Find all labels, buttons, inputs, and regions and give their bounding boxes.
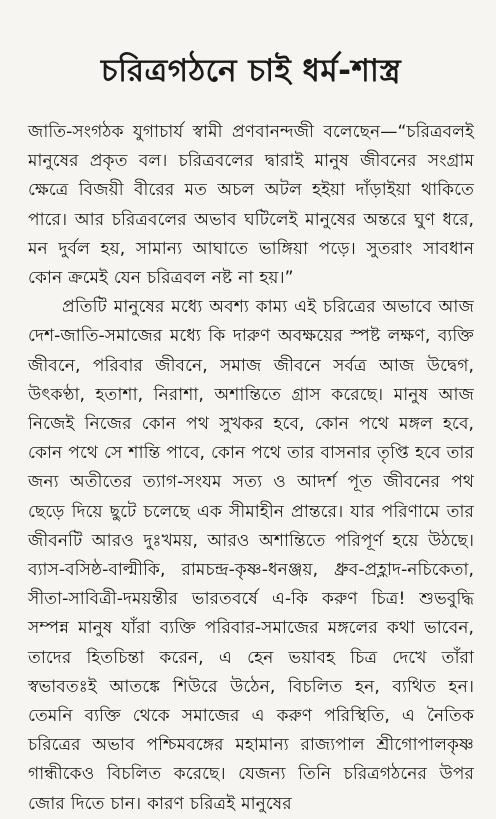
paragraph-quote: জাতি-সংগঠক যুগাচার্য স্বামী প্রণবানন্দজী বলেছেন—“চরিত্রবলই মানুষের প্রকৃত বল। চরিত্রবলের দ্বারাই মানুষ জীবনের সংগ্রাম ক্ষেত্রে বিজয়ী বীরের মত অচল অটল হইয়া দাঁড়াইয়া থাকিতে পারে। আর চরিত্রবলের অভাব ঘটিলেই মানুষের অন্তরে ঘুণ ধরে, মন দুর্বল হয়, সামান্য আঘাতে ভাঙ্গিয়া পড়ে। সুতরাং সাবধান কোন ক্রমেই যেন চরিত্রবল নষ্ট না হয়।” — [28, 122, 474, 289]
paragraph-body: প্রতিটি মানুষের মধ্যে অবশ্য কাম্য এই চরিত্রের অভাবে আজ দেশ-জাতি-সমাজের মধ্যে কি দারুণ অবক্ষয়ের স্পষ্ট লক্ষণ, ব্যক্তি জীবনে, পরিবার জীবনে, সমাজ জীবনে সর্বত্র আজ উদ্বেগ, উৎকণ্ঠা, হতাশা, নিরাশা, অশান্তিতে গ্রাস করেছে। মানুষ আজ নিজেই নিজের কোন পথ সুখকর হবে, কোন পথে মঙ্গল হবে, কোন পথে সে শান্তি পাবে, কোন পথে তার বাসনার তৃপ্তি হবে তার জন্য অতীতের ত্যাগ-সংযম সত্য ও আদর্শ পূত জীবনের পথ ছেড়ে দিয়ে ছুটে চলেছে এক সীমাহীন প্রান্তরে। যার পরিণামে তার জীবনটি আরও দুঃখময়, আরও অশান্তিতে পরিপূর্ণ হয়ে উঠছে। ব্যাস-বসিষ্ঠ-বাল্মীকি, রামচন্দ্র-কৃষ্ণ-ধনঞ্জয়, ধ্রুব-প্রহ্লাদ-নচিকেতা, সীতা-সাবিত্রী-দময়ন্তীর ভারতবর্ষে এ-কি করুণ চিত্র! শুভবুদ্ধি সম্পন্ন মানুষ যাঁরা ব্যক্তি পরিবার-সমাজের মঙ্গলের কথা ভাবেন, তাদের হিতচিন্তা করেন, এ হেন ভয়াবহ চিত্র দেখে তাঁরা স্বভাবতঃই আতঙ্কে শিউরে উঠেন, বিচলিত হন, ব্যথিত হন। তেমনি ব্যক্তি থেকে সমাজের এ করুণ পরিস্থিতি, এ নৈতিক চরিত্রের অভাব পশ্চিমবঙ্গের মহামান্য রাজ্যপাল শ্রীগোপালকৃষ্ণ গান্ধীকেও বিচলিত করেছে। যেজন্য তিনি চরিত্রগঠনের উপর জোর দিতে চান। কারণ চরিত্রই মানুষের — [28, 297, 474, 814]
page-title: চরিত্রগঠনে চাই ধর্ম-শাস্ত্র — [100, 53, 402, 89]
